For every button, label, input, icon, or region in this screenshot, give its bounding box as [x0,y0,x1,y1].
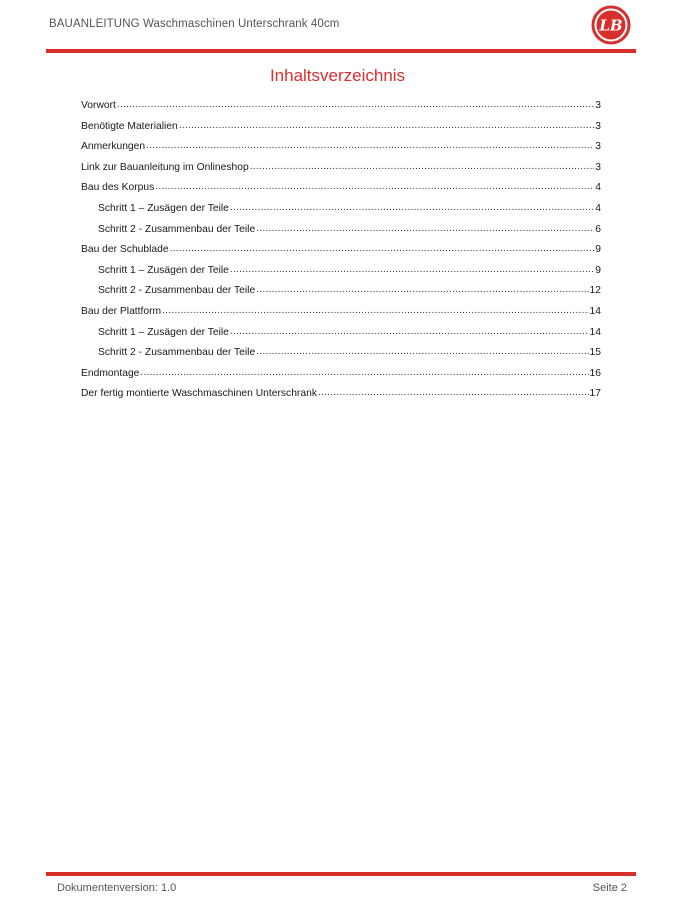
toc-heading: Inhaltsverzeichnis [269,66,406,85]
toc-entry-label: Schritt 1 – Zusägen der Teile [98,264,229,276]
page-number: Seite 2 [592,882,627,894]
toc-entry-page: 3 [595,141,601,153]
toc-entry-page: 3 [595,161,601,173]
toc-entry-label: Bau der Schublade [81,244,169,256]
toc-entry-page: 3 [595,100,601,111]
document-title: BAUANLEITUNG Waschmaschinen Unterschrank 40cm [49,18,340,30]
toc-leader-dots [256,219,594,240]
toc-entry-page: 17 [589,388,601,400]
toc-leader-dots [256,280,588,301]
toc-entry-label: Benötigte Materialien [81,120,178,132]
toc-leader-dots [146,136,594,157]
toc-entry-label: Schritt 2 - Zusammenbau der Teile [98,347,256,359]
toc-entry-page: 14 [589,305,601,317]
footer-divider [46,872,636,876]
toc-entry-page: 9 [595,244,601,256]
toc-entry-page: 12 [589,285,601,297]
toc-entry-page: 3 [595,120,601,132]
toc-entry-label: Bau des Korpus [81,182,155,194]
toc-entry-page: 4 [595,182,601,194]
toc-entry[interactable] [81,96,601,117]
toc-leader-dots [162,301,588,322]
toc-entry[interactable] [81,199,601,220]
toc-entry-label: Schritt 1 – Zusägen der Teile [98,326,229,338]
toc-leader-dots [230,198,594,219]
toc-entry-label: Der fertig montierte Waschmaschinen Unterschrank [81,388,317,400]
toc-entry-label: Anmerkungen [81,141,146,153]
toc-entry-label: Schritt 2 - Zusammenbau der Teile [98,223,256,235]
toc-entry[interactable] [81,178,601,199]
toc-leader-dots [155,177,594,198]
toc-entry[interactable] [81,158,601,179]
toc-entry-page: 4 [595,202,601,214]
toc-entry[interactable] [81,117,601,138]
toc-entry-page: 15 [589,347,601,359]
svg-text:LB: LB [599,16,623,35]
toc-entry[interactable] [81,281,601,302]
toc-entry-page: 14 [589,326,601,338]
toc-leader-dots [250,157,595,178]
toc-entry[interactable] [81,220,601,241]
toc-entry-label: Link zur Bauanleitung im Onlineshop [81,161,249,173]
toc-leader-dots [117,95,594,116]
toc-leader-dots [318,383,589,404]
toc-entry-label: Bau der Plattform [81,305,162,317]
toc-leader-dots [230,260,594,281]
toc-entry[interactable] [81,384,601,405]
toc-entry-label: Vorwort [81,100,116,111]
toc-leader-dots [256,342,588,363]
toc-entry-page: 16 [589,367,601,379]
toc-entry[interactable] [81,240,601,261]
toc-entry[interactable] [81,364,601,385]
toc-leader-dots [230,322,589,343]
table-of-contents [81,96,601,405]
toc-entry-label: Schritt 2 - Zusammenbau der Teile [98,285,256,297]
toc-entry[interactable] [81,137,601,158]
toc-entry-label: Endmontage [81,367,140,379]
toc-entry[interactable] [81,323,601,344]
toc-leader-dots [170,239,595,260]
toc-leader-dots [140,363,588,384]
header-divider [46,49,636,53]
brand-logo-icon [591,5,631,45]
document-version: Dokumentenversion: 1.0 [57,882,177,894]
toc-entry[interactable] [81,302,601,323]
toc-entry-page: 6 [595,223,601,235]
toc-entry[interactable] [81,261,601,282]
toc-entry-page: 9 [595,264,601,276]
toc-entry[interactable] [81,343,601,364]
toc-entry-label: Schritt 1 – Zusägen der Teile [98,202,229,214]
toc-leader-dots [179,116,595,137]
